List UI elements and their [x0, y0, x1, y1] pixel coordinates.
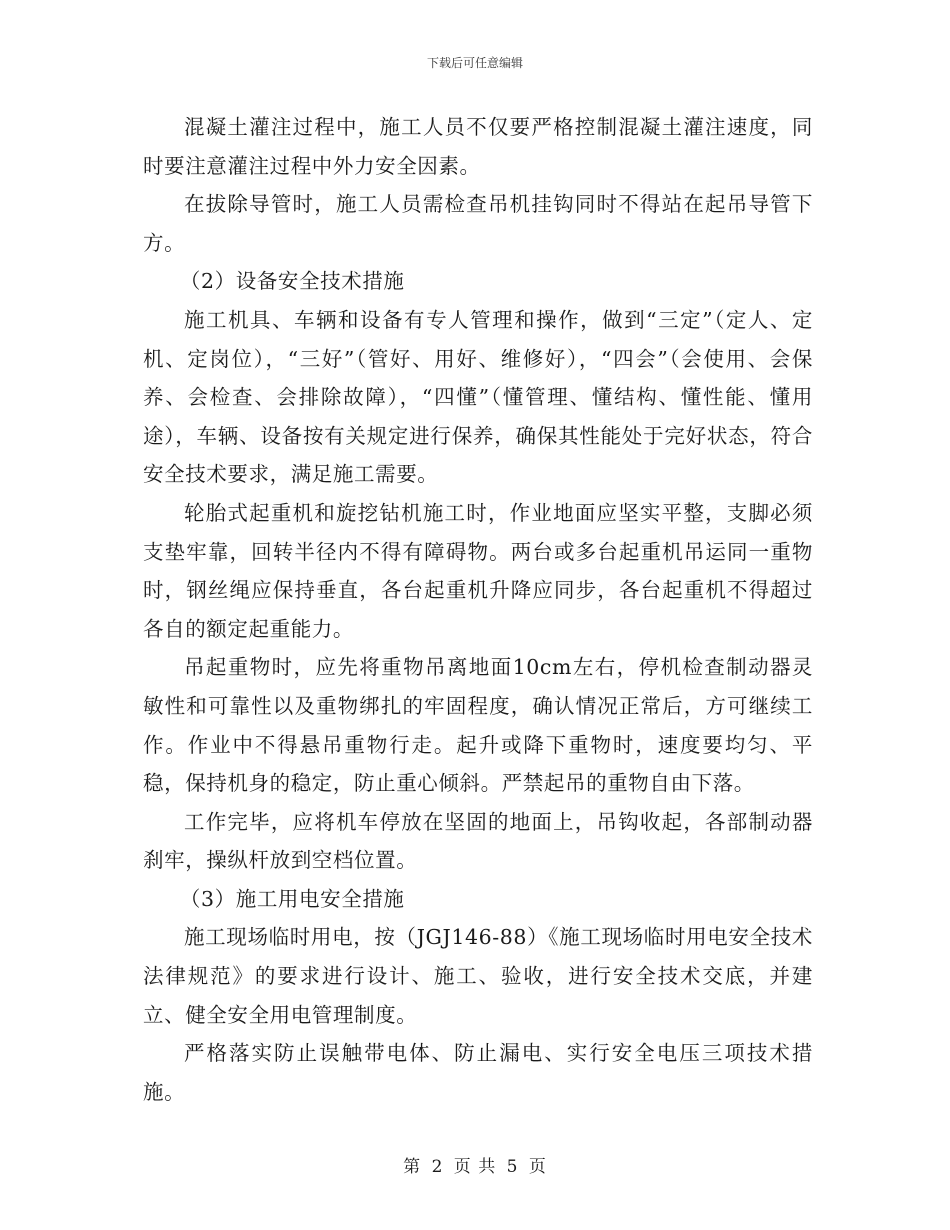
paragraph: 施工机具、车辆和设备有专人管理和操作，做到“三定”（定人、定机、定岗位），“三好”（管好、用好、维修好），“四会”（会使用、会保养、会检查、会排除故障），“四懂”（懂管理、懂结构、懂性能、懂用途），车辆、设备按有关规定进行保养，确保其性能处于完好状态，符合安全技术要求，满足施工需要。 — [143, 307, 813, 487]
page-footer — [0, 1152, 950, 1177]
page-header: 下载后可任意编辑 — [426, 56, 523, 70]
paragraph: 在拔除导管时，施工人员需检查吊机挂钩同时不得站在起吊导管下方。 — [143, 192, 813, 255]
footer-prefix: 第 — [403, 1157, 422, 1177]
footer-suffix: 页 — [528, 1157, 547, 1177]
footer-mid: 页 共 — [453, 1157, 497, 1177]
paragraph: 工作完毕，应将机车停放在坚固的地面上，吊钩收起，各部制动器刹牢，操纵杆放到空档位置。 — [143, 809, 813, 873]
paragraph: 混凝土灌注过程中，施工人员不仅要严格控制混凝土灌注速度，同时要注意灌注过程中外力安全因素。 — [143, 115, 813, 178]
section-heading: （2）设备安全技术措施 — [179, 269, 405, 294]
document-body — [143, 108, 813, 1111]
paragraph: 吊起重物时，应先将重物吊离地面10cm左右，停机检查制动器灵敏性和可靠性以及重物绑扎的牢固程度，确认情况正常后，方可继续工作。作业中不得悬吊重物行走。起升或降下重物时，速度要均匀、平稳，保持机身的稳定，防止重心倾斜。严禁起吊的重物自由下落。 — [143, 655, 813, 796]
total-pages-number: 5 — [506, 1157, 519, 1177]
paragraph: 轮胎式起重机和旋挖钻机施工时，作业地面应坚实平整，支脚必须支垫牢靠，回转半径内不得有障碍物。两台或多台起重机吊运同一重物时，钢丝绳应保持垂直，各台起重机升降应同步，各台起重机不得超过各自的额定起重能力。 — [143, 500, 813, 641]
paragraph: 严格落实防止误触带电体、防止漏电、实行安全电压三项技术措施。 — [143, 1041, 813, 1104]
current-page-number: 2 — [431, 1157, 444, 1177]
section-heading: （3）施工用电安全措施 — [179, 886, 405, 911]
paragraph: 施工现场临时用电，按（JGJ146-88）《施工现场临时用电安全技术法律规范》的要求进行设计、施工、验收，进行安全技术交底，并建立、健全安全用电管理制度。 — [143, 925, 813, 1027]
